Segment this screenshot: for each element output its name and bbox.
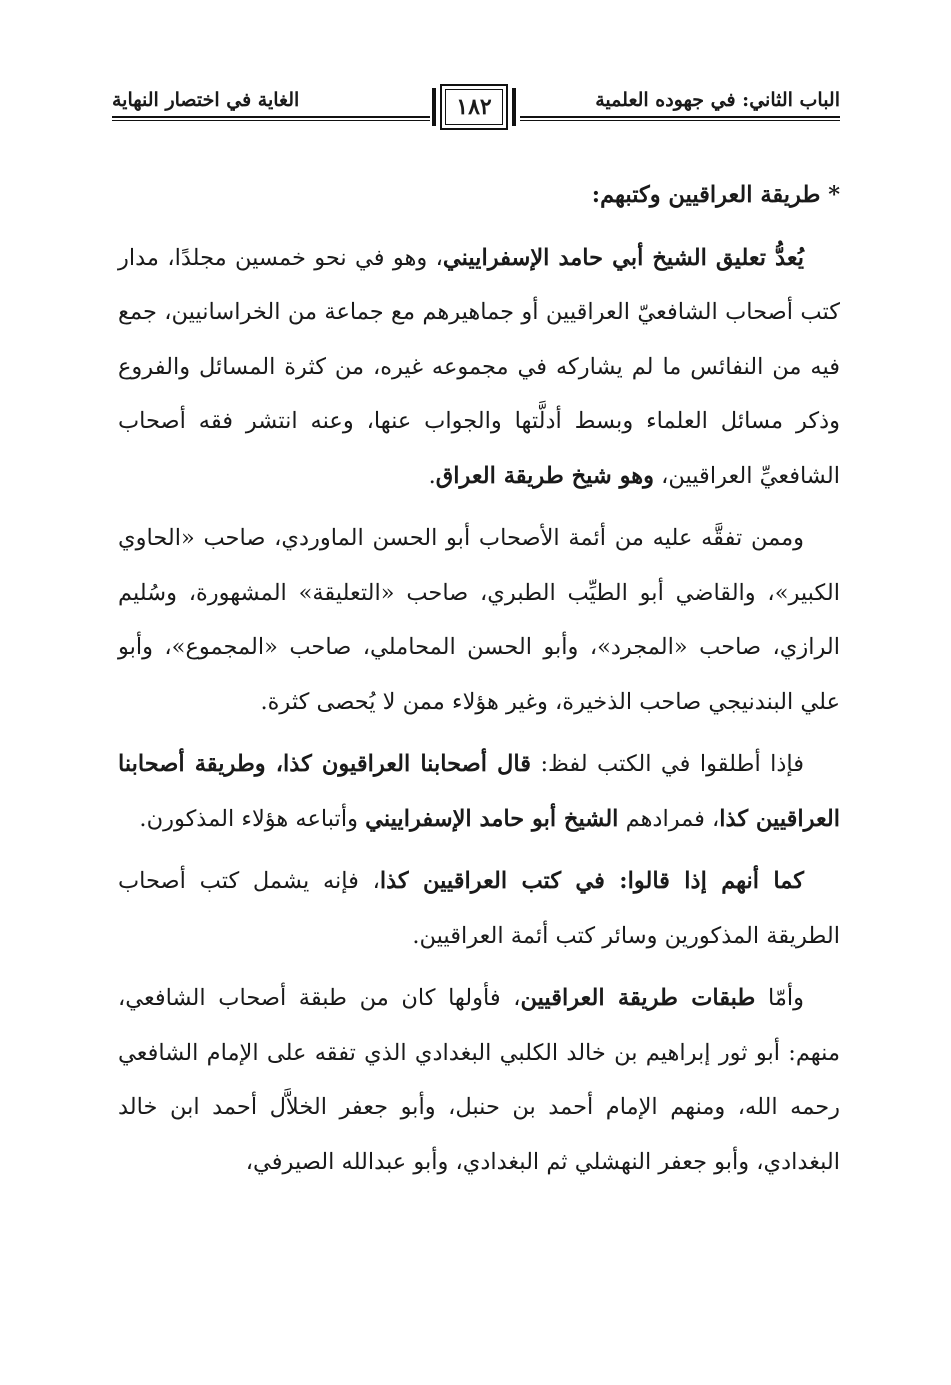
bold-phrase: الشيخ أبو حامد الإسفراييني	[365, 805, 619, 832]
paragraph-4	[118, 854, 840, 963]
paragraph-end: وأتباعه هؤلاء المذكورن.	[139, 805, 366, 832]
paragraph-text: ، فأولها كان من طبقة أصحاب الشافعي، منهم: أبو ثور إبراهيم بن خالد الكلبي البغدادي الذي تفقه على الإمام الشافعي رحمه الله، ومنهم الإمام أحمد بن حنبل، وأبو جعفر الخلاَّل أحمد ابن خالد البغدادي، وأبو جعفر النهشلي ثم البغدادي، وأبو عبدالله الصيرفي،	[118, 985, 840, 1175]
frame-ornament-right	[512, 88, 516, 126]
paragraph-text: ، وهو في نحو خمسين مجلدًا، مدار كتب أصحاب الشافعيّ العراقيين أو جماهيرهم مع جماعة من الخراسانيين، جمع فيه من النفائس ما لم يشاركه في مجموعه غيره، من كثرة المسائل والفروع وذكر مسائل العلماء وبسط أدلَّتها والجواب عنها، وعنه انتشر فقه أصحاب الشافعيِّ العراقيين،	[118, 244, 840, 489]
bold-phrase: كما أنهم إذا قالوا: في كتب العراقيين كذا	[379, 868, 804, 894]
bold-phrase: وهو شيخ طريقة العراق	[435, 462, 654, 489]
bullet-icon: *	[828, 182, 840, 208]
bold-phrase: قال أصحابنا العراقيون كذا، وطريقة أصحابنا العراقيين كذا	[118, 751, 840, 832]
paragraph-3	[118, 737, 840, 846]
paragraph-text: وأمّا	[755, 985, 804, 1011]
paragraph-2	[118, 511, 840, 729]
section-heading	[118, 168, 840, 223]
paragraph-text: ، فمرادهم	[618, 805, 720, 832]
page-number-frame	[430, 82, 520, 134]
section-title: طريقة العراقيين وكتبهم:	[591, 182, 821, 208]
bold-phrase: طبقات طريقة العراقيين	[520, 985, 756, 1011]
page-body	[118, 168, 840, 1197]
paragraph-end: .	[428, 462, 436, 489]
paragraph-text: فإذا أطلقوا في الكتب لفظ:	[531, 751, 804, 777]
running-header	[112, 86, 840, 132]
bold-phrase: يُعدُّ تعليق الشيخ أبي حامد الإسفراييني	[442, 244, 804, 271]
frame-ornament-left	[432, 88, 436, 126]
paragraph-text: ، فإنه يشمل كتب أصحاب الطريقة المذكورين وسائر كتب أئمة العراقيين.	[118, 868, 840, 949]
chapter-title: الباب الثاني: في جهوده العلمية	[589, 86, 840, 114]
paragraph-text: وممن تفقَّه عليه من أئمة الأصحاب أبو الحسن الماوردي، صاحب «الحاوي الكبير»، والقاضي أبو الطيِّب الطبري، صاحب «التعليقة» المشهورة، وسُليم الرازي، صاحب «المجرد»، وأبو الحسن المحاملي، صاحب «المجموع»، وأبو علي البندنيجي صاحب الذخيرة، وغير هؤلاء ممن لا يُحصى كثرة.	[118, 525, 840, 715]
book-title: الغاية في اختصار النهاية	[112, 86, 305, 114]
page-number: ١٨٢	[456, 94, 492, 120]
paragraph-1	[118, 231, 840, 504]
paragraph-5	[118, 971, 840, 1189]
